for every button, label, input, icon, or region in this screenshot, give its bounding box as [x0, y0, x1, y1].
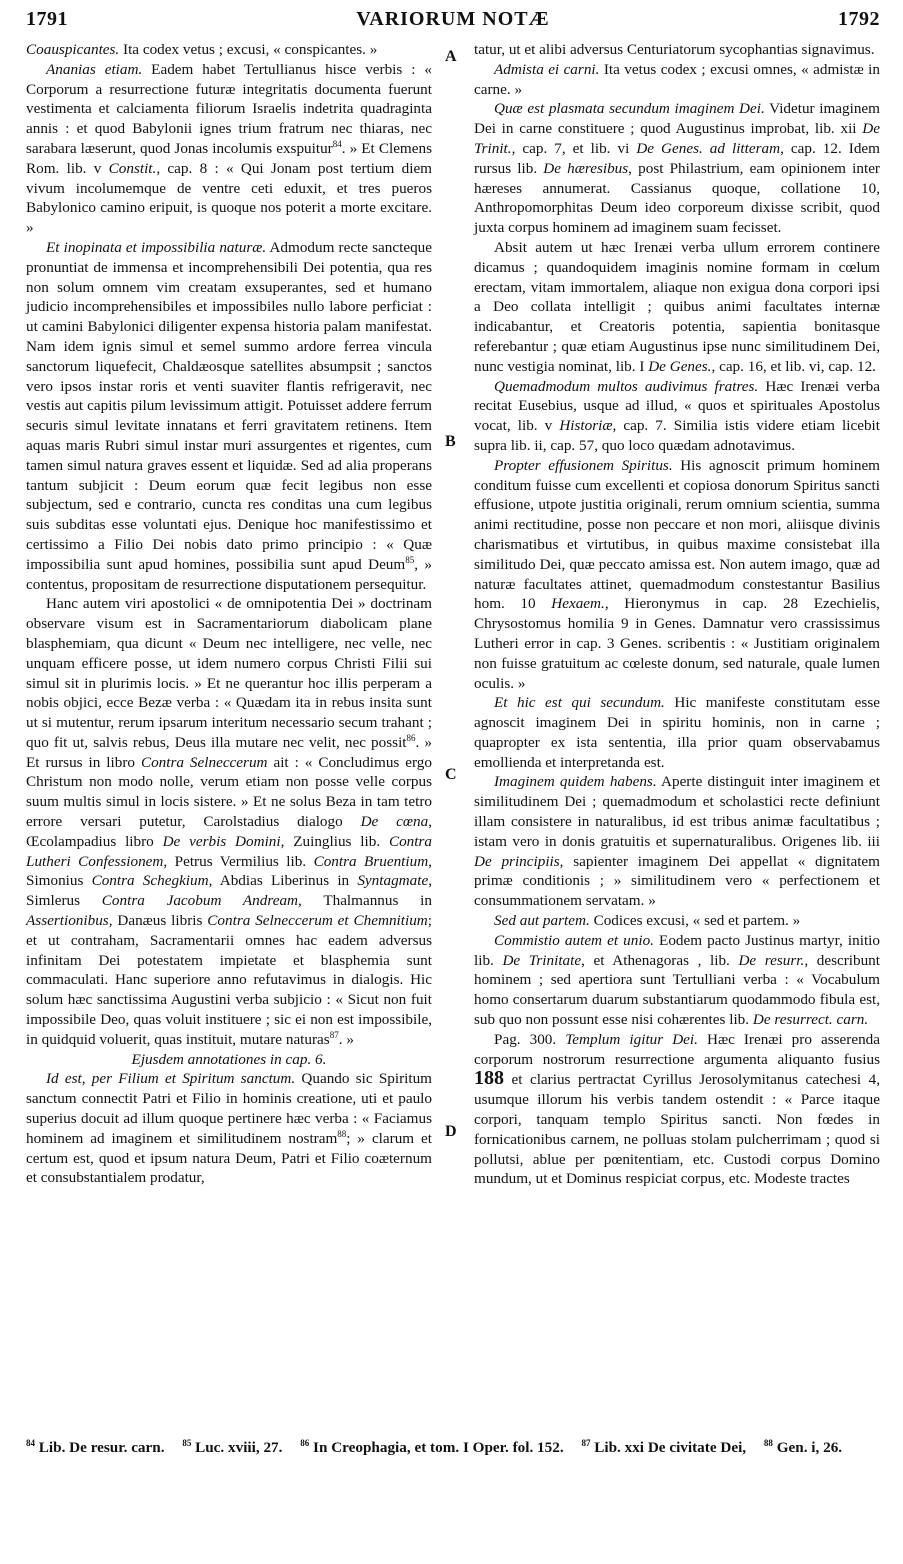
italic-title: Contra Lutheri Confessionem: [26, 832, 432, 870]
lemma: Templum igitur Dei.: [565, 1030, 698, 1048]
paragraph: [474, 911, 880, 931]
text: . »: [338, 1030, 354, 1048]
margin-letter-c: C: [445, 766, 457, 783]
text: , » contentus, propositam de resurrectione disputationem persequitur.: [26, 555, 432, 593]
italic-title: De principiis: [474, 852, 560, 870]
lemma: Sed aut partem.: [494, 912, 590, 930]
footnote-text: Lib. xxi De civitate Dei,: [590, 1439, 747, 1457]
page-header: [26, 8, 880, 38]
footnote-ref: 86: [406, 732, 416, 743]
italic-title: De hæresibus: [543, 159, 629, 177]
text: , cap. 8 : « Qui Jonam post tertium diem vivum incolumemque de ventre ceti eduxit, et tres pueros Babylonico camino eripuit, is quoque nos poterit a morte excitare. »: [26, 159, 433, 237]
text: Ita vetus codex ; excusi omnes, « admistæ in carne. »: [474, 60, 880, 98]
footnote: [182, 1439, 282, 1456]
footnote-ref: 87: [329, 1029, 339, 1040]
paragraph: [474, 772, 880, 911]
text: , Danæus libris: [108, 912, 208, 930]
paragraph: [474, 40, 880, 60]
footnote-text: Gen. i, 26.: [772, 1439, 843, 1457]
italic-title: Hexaem.: [551, 595, 605, 613]
footnote-ref: 88: [337, 1128, 347, 1139]
page-number-right: 1792: [838, 8, 880, 30]
paragraph: [474, 99, 880, 238]
text: , describunt hominem ; sed apertiora sunt Tertulliani verba : « Vocabulum homo consertarum duarum substantiarum quodammodo fibula est, sub quo non possunt esse nisi cohærentes lib.: [474, 951, 881, 1029]
italic-title: Contra Selneccerum: [140, 753, 268, 771]
italic-title: De verbis Domini: [162, 832, 281, 850]
footnote-text: Luc. xviii, 27.: [191, 1439, 283, 1457]
italic-title: De Genes. ad litteram: [636, 139, 781, 157]
text: , Hieronymus in cap. 28 Ezechielis, Chrysostomus homilia 9 in Genes. Damnatur vero crassissimus Lutheri error in cap. 3 Genes. scribentis : « Justitiam originalem non fuisse gratuitum ac cœleste donum, sed naturale, quale lumen oculis. »: [474, 595, 880, 692]
footnote: [581, 1439, 746, 1456]
text: , Simonius: [26, 852, 432, 890]
text: Videtur imaginem Dei in carne constituere ; quod Augustinus improbat, lib. xii: [474, 100, 880, 138]
footnote-text: Lib. De resur. carn.: [35, 1439, 165, 1457]
italic-title: Contra Schegkium: [91, 872, 209, 890]
paragraph: [26, 40, 432, 60]
lemma: Id est, per Filium et Spiritum sanctum.: [46, 1070, 296, 1088]
paragraph: [474, 1030, 880, 1189]
text: His agnoscit primum hominem conditum fuisse cum excellenti et copiosa donorum Spiritus sancti effusione, utpote justitia originali, rerum omnium scientia, summa animi rectitudine, posse non peccare et non mori, aliisque divinis charismatibus et virtutibus, in quibus maxime consistebat illa similitudo Dei, quæ peccato amissa est. Non autem imago, quæ ad naturæ facultates attinet, quemadmodum constestantur Basilius hom. 10: [474, 456, 880, 613]
italic-title: De cœna: [360, 813, 429, 831]
paragraph: [474, 456, 880, 694]
text: , Abdias Liberinus in: [208, 872, 358, 890]
text: , cap. 12. Idem rursus lib.: [474, 139, 880, 177]
text: , Petrus Vermilius lib.: [163, 852, 314, 870]
italic-title: Contra Jacobum Andream: [101, 892, 299, 910]
text: Hic manifeste constitutam esse agnoscit imaginem Dei in spiritu hominis, non in carne ; quapropter ex ista sententia, illa prior quam observabamus emollienda et interpretanda est.: [474, 694, 880, 771]
text: , Thalmannus in: [298, 892, 432, 910]
page-number-left: 1791: [26, 8, 68, 30]
footnote-number: 85: [182, 1438, 192, 1448]
lemma: Et inopinata et impossibilia naturæ.: [46, 238, 267, 256]
text: , post Philastrium, eam opinionem inter hæreses annumerat. Cassianus quoque, collatione 10, Anthropomorphitas Deum ideo corporeum dixisse scribit, quod juxta corpus hominem ad imaginem suam fecisset.: [474, 159, 880, 237]
paragraph: [474, 377, 880, 456]
footnotes: [26, 1433, 880, 1458]
lemma: Imaginem quidem habens.: [494, 773, 657, 791]
left-column: [26, 40, 432, 1188]
paragraph: [474, 60, 880, 100]
text: Hanc autem viri apostolici « de omnipotentia Dei » doctrinam observare visum est in Sacramentariorum diabolicam plane blasphemiam, qua dicunt « Deum nec intelligere, nec velle, nec unquam efficere posse, ut idem numero corpus Christi Filii sui simul sit in plurimis locis. » Et ne querantur hoc illis perperam a nobis objici, ecce Bezæ verba : « Quædam ita in rebus insita sunt ut si mutentur, rerum ipsarum interitum necessario secum trahant ; quo fit ut, salvis rebus, Deus illa mutare nec velit, nec possit: [26, 595, 432, 751]
text: tatur, ut et alibi adversus Centuriatorum sycophantias signavimus.: [474, 41, 875, 58]
margin-letter-a: A: [445, 48, 457, 65]
text: Admodum recte sancteque pronuntiat de immensa et incomprehensibili Dei potentia, qua res non solum omnem vim creatam exsuperantes, sed et humano judicio incomprehensibiles et impossibiles nullo labore perficiat : ut camini Babylonici diligenter expensa historia palam manifestat. Nam idem ignis simul et semel summo ardore ferrea vincula sanctorum liquefecit, Chaldæosque satellites absumpsit ; sanctos vero ipsos instar roris et venti suaviter flantis refrigeravit, nec vestis aut capitis pilum levissimum attigit. Potuisset addere ferrum securis simul levitate innatans et ferri gravitatem retinens. Item aquas maris Rubri simul instar muri assurgentes et rigentes, cum tamen simul natura graves essent et liquidæ. Sed ad alia properans tantum subjicit : Deum eorum quæ fecit legibus non esse subjectum, sed e contrario, cuncta res conditas una cum legibus suis subditas esse voluntati ejus. Denique hoc manifestissimo et certissimo a Filio Dei nobis dato primo principio : « Quæ impossibilia sunt apud homines, possibilia sunt apud Deum: [26, 238, 432, 573]
italic-title: Constit.: [108, 159, 157, 177]
italic-title: Syntagmate: [357, 872, 429, 890]
paragraph: [26, 60, 432, 238]
text: , sapienter imaginem Dei appellat « dignitatem primæ conditionis ; » similitudinem vero « perfectionem et consummationem servatam. »: [474, 852, 880, 910]
text: , cap. 7. Similia istis videre etiam licebit supra lib. ii, cap. 57, quo loco quædam adnotavimus.: [474, 417, 880, 454]
text: Eadem habet Tertullianus hisce verbis : « Corporum a resurrectione futuræ integritatis documenta fuerunt vestimenta et calciamenta filiorum Israelis indetrita quadraginta annis : et quod Babylonii ignes trium fratrum nec thiaras, nec sarabara læserunt, quod Jonas incolumis exspuitur: [26, 60, 432, 157]
lemma: Et hic est qui secundum.: [494, 694, 665, 712]
lemma: Coauspicantes.: [26, 41, 120, 58]
italic-title: Historiæ: [559, 417, 613, 435]
footnote: [764, 1439, 842, 1456]
text: Quando sic Spiritum sanctum connectit Patri et Filio in hominis creatione, uti et paulo superius docuit ad illum quoque pertinere hæc verba : « Faciamus hominem ad imaginem et similitudinem nostram: [26, 1070, 432, 1147]
footnote-number: 84: [26, 1438, 35, 1448]
lemma: Quæ est plasmata secundum imaginem Dei.: [494, 100, 765, 118]
text: . » Et rursus in libro: [26, 733, 433, 771]
text: et clarius pertractat Cyrillus Jerosolymitanus catechesi 4, usumque illorum his verbis tandem ostendit : « Parce itaque corpori, tanquam templo Spiritus sancti. Non fœdes in fornicationibus carnem, ne polluas stolam pulcherrimam ; quod si pollutsi, ablue per pœnitentiam, etc. Custodi corpus Domino mundum, ut et Dominus respiciat corpus, etc. Modeste tractes: [474, 1071, 880, 1188]
text: ait : « Concludimus ergo Christum non modo nolle, verum etiam non posse velle corpus suum multis simul in locis sistere. » Et ne solus Beza in tam tetro errore versari putetur, Carolstadius dialogo: [26, 753, 432, 831]
text: , et Athenagoras , lib.: [581, 951, 739, 969]
paragraph: [26, 1069, 432, 1188]
footnote: [26, 1439, 165, 1456]
footnote-ref: 84: [332, 138, 342, 149]
italic-title: Contra Selneccerum et Chemnitium: [207, 912, 428, 930]
text: , Zuinglius lib.: [280, 832, 389, 850]
margin-letter-b: B: [445, 433, 456, 450]
paragraph: [474, 238, 880, 377]
footnote-ref: 85: [405, 554, 415, 565]
italic-title: De Genes.: [648, 357, 712, 375]
section-heading: Ejusdem annotationes in cap. 6.: [131, 1050, 327, 1068]
column-number: 188: [474, 1067, 504, 1090]
lemma: Ananias etiam.: [46, 60, 143, 78]
margin-letter-d: D: [445, 1123, 457, 1140]
italic-title: Assertionibus: [26, 912, 109, 930]
footnote-number: 86: [300, 1438, 310, 1448]
italic-title: De Trinitate: [502, 951, 582, 969]
right-column: [474, 40, 880, 1189]
footnote-number: 87: [581, 1438, 591, 1448]
text: Codices excusi, « sed et partem. »: [589, 912, 801, 930]
lemma: Commistio autem et unio.: [494, 931, 654, 949]
paragraph: [26, 238, 432, 594]
lemma: Propter effusionem Spiritus.: [494, 456, 673, 474]
text: , cap. 16, et lib. vi, cap. 12.: [711, 357, 876, 375]
paragraph: [474, 693, 880, 772]
lemma: Quemadmodum multos audivimus fratres.: [494, 377, 759, 395]
italic-title: De Trinit.: [474, 120, 880, 157]
text: . » Et Clemens Rom. lib. v: [26, 139, 432, 177]
text: Aperte distinguit inter imaginem et similitudinem Dei ; quemadmodum et scholastici recte definiunt illam consistere in naturalibus, id est tribus animæ facultatibus ; istam vero in donis gratuitis et supernaturalibus. Origenes lib. iii: [474, 773, 880, 850]
lemma: Admista ei carni.: [494, 60, 600, 78]
running-title: VARIORUM NOTÆ: [356, 8, 550, 30]
text: ; et ut contraham, Sacramentarii omnes hac eadem adversus infinitam Dei potestatem impietate et blasphemia sunt commaculati. Hanc superiore anno refutavimus in dialogis. Hic solum hæc sanctissima Augustini verba subjicio : « Sicut non fuit impossibile Deo, quas voluit instituere ; sic ei non est impossibile, in quidquid voluerit, quas instituit, mutare naturas: [26, 912, 432, 1048]
text: , Œcolampadius libro: [26, 813, 432, 850]
paragraph: [26, 594, 432, 1049]
footnote-number: 88: [763, 1438, 773, 1448]
text: , cap. 7, et lib. vi: [511, 139, 637, 157]
italic-title: De resurrect. carn.: [752, 1011, 869, 1029]
text: Eodem pacto Justinus martyr, initio lib.: [474, 931, 880, 969]
text: , Simlerus: [26, 872, 432, 910]
text: Hæc Irenæi pro asserenda corporum nostrorum resurrectione argumenta aliquanto fusius: [474, 1030, 880, 1068]
text: Pag. 300.: [494, 1030, 566, 1048]
paragraph: [474, 931, 880, 1030]
italic-title: De resurr.: [738, 951, 805, 969]
text: Absit autem ut hæc Irenæi verba ullum errorem continere dicamus ; quandoquidem imaginis nomine formam in cœlum erectam, vitam immortalem, aliaque non exigua dona corpori ipsi a Deo collata intelligit ; quibus animi facultates internæ indicabantur, et Creatoris potentia, sapientia bonitasque referebantur ; quæ etiam Augustinus ipse nunc similitudinem Dei, nunc vestigia nominat, lib. I: [474, 238, 880, 375]
text: Hæc Irenæi verba recitat Eusebius, usque ad illud, « quos et spirituales Apostolus vocat, lib. v: [474, 377, 880, 435]
footnote-text: In Creophagia, et tom. I Oper. fol. 152.: [309, 1439, 564, 1457]
text: Ita codex vetus ; excusi, « conspicantes. »: [119, 41, 378, 58]
footnote: [300, 1439, 563, 1456]
text: ; » clarum et certum est, quod et ipsum natura Deum, Patri et Filio coæternum et consubstantialem prodatur,: [26, 1129, 432, 1187]
italic-title: Contra Bruentium: [313, 852, 429, 870]
